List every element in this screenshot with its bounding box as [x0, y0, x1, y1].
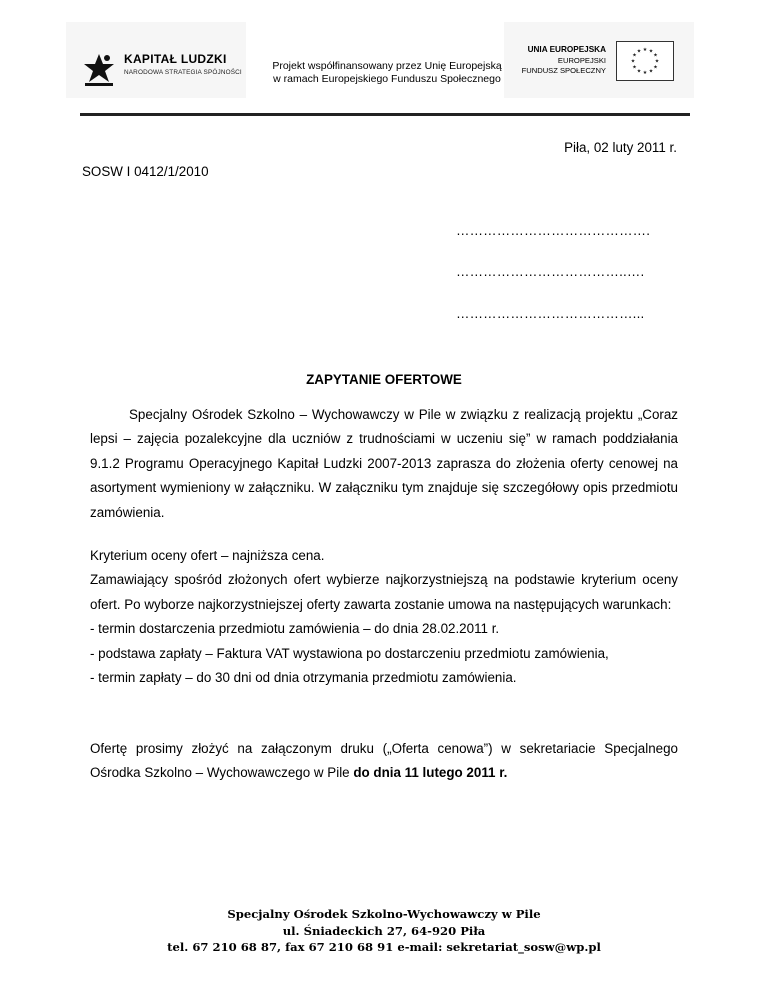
document-reference: SOSW I 0412/1/2010: [82, 164, 209, 179]
eu-logo: [504, 22, 694, 98]
svg-text:★: ★: [630, 58, 636, 65]
kapital-ludzki-emblem-icon: [82, 52, 116, 88]
condition-item: - termin dostarczenia przedmiotu zamówienia – do dnia 28.02.2011 r.: [90, 621, 500, 637]
document-title: ZAPYTANIE OFERTOWE: [306, 372, 462, 387]
footer-address: [0, 906, 768, 956]
recipient-line-3: …………………………………...: [456, 306, 645, 321]
eu-line-1: UNIA EUROPEJSKA: [527, 45, 606, 54]
condition-item: - termin zapłaty – do 30 dni od dnia otrzymania przedmiotu zamówienia.: [90, 670, 517, 686]
svg-text:★: ★: [632, 52, 637, 59]
svg-text:★: ★: [648, 48, 654, 55]
svg-text:★: ★: [636, 48, 642, 55]
recipient-line-2: ………………………………..….: [456, 264, 645, 279]
cofinancing-note: [252, 60, 522, 85]
criteria-section: [90, 544, 678, 690]
recipient-line-1: …………………………………….: [456, 223, 651, 238]
svg-text:★: ★: [642, 70, 648, 76]
svg-text:★: ★: [632, 64, 637, 71]
intro-paragraph: Specjalny Ośrodek Szkolno – Wychowawczy w Pile w związku z realizacją projektu „Coraz lepsi – zajęcia pozalekcyjne dla uczniów z trudnościami w uczeniu się” w ramach poddziałania 9.1.2 Programu Operacyjnego Kapitał Ludzki 2007-2013 zaprasza do złożenia oferty cenowej na asortyment wymieniony w załączniku. W załączniku tym znajduje się szczegółowy opis przedmiotu zamówienia.: [90, 407, 678, 520]
cofinancing-line-1: Projekt współfinansowany przez Unię Europejską: [272, 60, 502, 72]
svg-text:★: ★: [654, 58, 660, 65]
svg-text:★: ★: [653, 52, 658, 59]
cofinancing-line-2: w ramach Europejskiego Funduszu Społecznego: [273, 72, 501, 85]
document-date: Piła, 02 luty 2011 r.: [564, 140, 677, 155]
svg-text:★: ★: [648, 68, 654, 75]
eu-line-3: FUNDUSZ SPOŁECZNY: [521, 66, 606, 75]
closing-text: Ofertę prosimy złożyć na załączonym druku („Oferta cenowa”) w sekretariacie Specjalnego Ośrodka Szkolno – Wychowawczego w Pile: [90, 741, 678, 781]
logo-subtitle: NARODOWA STRATEGIA SPÓJNOŚCI: [124, 69, 242, 76]
closing-paragraph: [90, 737, 678, 786]
eu-flag-icon: [616, 41, 674, 81]
svg-text:★: ★: [636, 68, 642, 75]
header-divider: [80, 113, 690, 116]
criteria-line-1: Kryterium oceny ofert – najniższa cena.: [90, 548, 325, 563]
svg-text:★: ★: [642, 47, 648, 53]
condition-item: - podstawa zapłaty – Faktura VAT wystawiona po dostarczeniu przedmiotu zamówienia,: [90, 645, 609, 661]
footer-line-2: ul. Śniadeckich 27, 64-920 Piła: [282, 923, 486, 938]
footer-line-3: tel. 67 210 68 87, fax 67 210 68 91 e-mail: sekretariat_sosw@wp.pl: [167, 940, 601, 954]
logo-title: KAPITAŁ LUDZKI: [124, 52, 227, 66]
svg-text:★: ★: [653, 64, 658, 71]
eu-logo-text: [522, 45, 606, 77]
criteria-line-2: Zamawiający spośród złożonych ofert wybierze najkorzystniejszą na podstawie kryterium oceny ofert. Po wyborze najkorzystniejszej oferty zawarta zostanie umowa na następujących warunkach:: [90, 572, 678, 612]
eu-line-2: EUROPEJSKI: [557, 55, 606, 65]
kapital-ludzki-logo: [66, 22, 246, 98]
closing-deadline: do dnia 11 lutego 2011 r.: [353, 765, 508, 781]
footer-line-1: Specjalny Ośrodek Szkolno-Wychowawczy w Pile: [227, 907, 541, 921]
